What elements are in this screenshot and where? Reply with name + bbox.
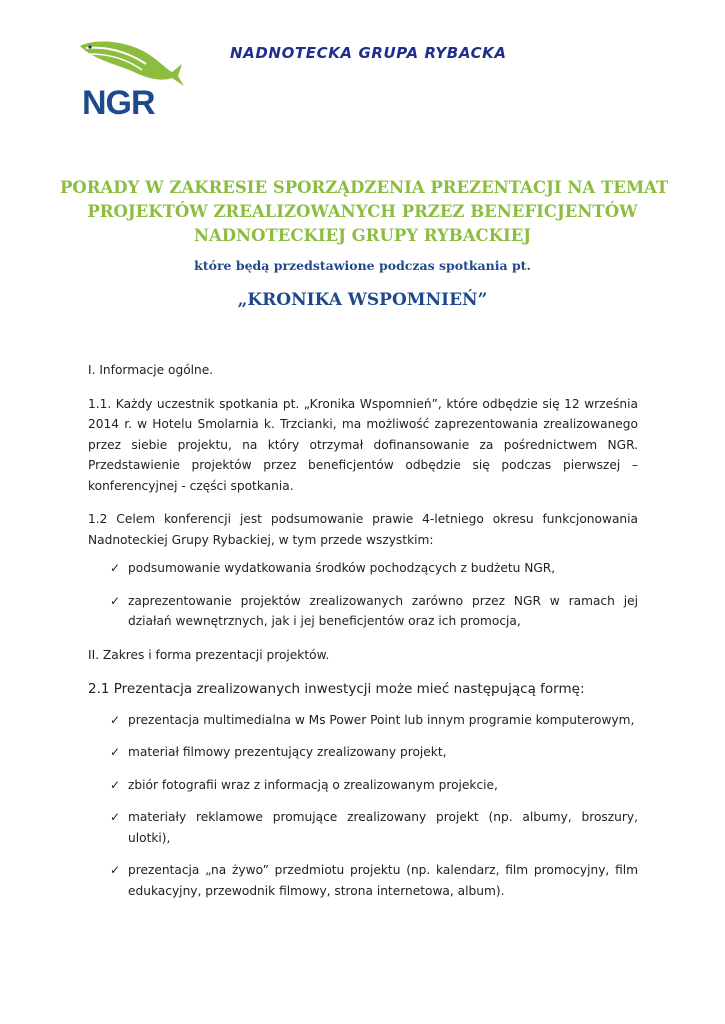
list-item [88, 775, 638, 796]
paragraph-2-1: 2.1 Prezentacja zrealizowanych inwestycji może mieć następującą formę: [88, 681, 585, 697]
check-icon: ✓ [110, 863, 121, 877]
check-icon: ✓ [110, 712, 121, 727]
fish-logo-icon [76, 36, 186, 118]
list-item-text: prezentacja „na żywo” przedmiotu projektu (np. kalendarz, film promocyjny, film edukacyjny, przewodnik filmowy, strona internetowa, album). [128, 863, 638, 898]
paragraph-1-1: 1.1. Każdy uczestnik spotkania pt. „Kronika Wspomnień”, które odbędzie się 12 września 2014 r. w Hotelu Smolarnia k. Trzcianki, ma możliwość zaprezentowania zrealizowanego przez siebie projektu, na który otrzymał dofinansowanie za pośrednictwem NGR. Przedstawienie projektów przez beneficjentów odbędzie się podczas pierwszej – konferencyjnej - części spotkania. [88, 396, 638, 493]
list-item [88, 591, 638, 632]
check-icon: ✓ [110, 777, 121, 792]
check-icon: ✓ [110, 810, 121, 824]
list-item [88, 742, 638, 763]
paragraph-1-2: 1.2 Celem konferencji jest podsumowanie prawie 4-letniego okresu funkcjonowania Nadnoteckiej Grupy Rybackiej, w tym przede wszystkim: [88, 512, 638, 547]
list-item-text: prezentacja multimedialna w Ms Power Point lub innym programie komputerowym, [128, 712, 635, 727]
ngr-logo [76, 36, 186, 118]
section-1-title: I. Informacje ogólne. [88, 363, 214, 377]
event-name: „KRONIKA WSPOMNIEŃ” [237, 290, 488, 310]
list-item [88, 710, 638, 731]
document-title [60, 176, 669, 248]
list-item [88, 860, 638, 901]
list-item-text: materiał filmowy prezentujący zrealizowany projekt, [128, 745, 447, 759]
check-icon: ✓ [110, 745, 121, 759]
document-body [88, 360, 638, 901]
list-item-text: podsumowanie wydatkowania środków pochodzących z budżetu NGR, [128, 561, 556, 575]
organization-name: NADNOTECKA GRUPA RYBACKA [230, 44, 507, 62]
list-item [88, 807, 638, 848]
list-item [88, 558, 638, 579]
title-line-3: NADNOTECKIEJ GRUPY RYBACKIEJ [193, 226, 532, 245]
list-item-text: zbiór fotografii wraz z informacją o zrealizowanym projekcie, [128, 777, 498, 792]
check-icon: ✓ [110, 561, 121, 575]
list-item-text: materiały reklamowe promujące zrealizowany projekt (np. albumy, broszury, ulotki), [128, 810, 638, 845]
title-line-2: PROJEKTÓW ZREALIZOWANYCH PRZEZ BENEFICJENTÓW [87, 202, 638, 221]
goals-list [88, 558, 638, 632]
section-2-title: II. Zakres i forma prezentacji projektów. [88, 647, 330, 662]
svg-text:NGR: NGR [82, 84, 155, 118]
title-line-1: PORADY W ZAKRESIE SPORZĄDZENIA PREZENTACJI NA TEMAT [60, 178, 669, 197]
check-icon: ✓ [110, 593, 121, 608]
list-item-text: zaprezentowanie projektów zrealizowanych zarówno przez NGR w ramach jej działań wewnętrznych, jak i jej beneficjentów oraz ich promocja, [128, 593, 638, 628]
presentation-forms-list [88, 710, 638, 902]
document-subtitle: które będą przedstawione podczas spotkania pt. [194, 258, 531, 273]
